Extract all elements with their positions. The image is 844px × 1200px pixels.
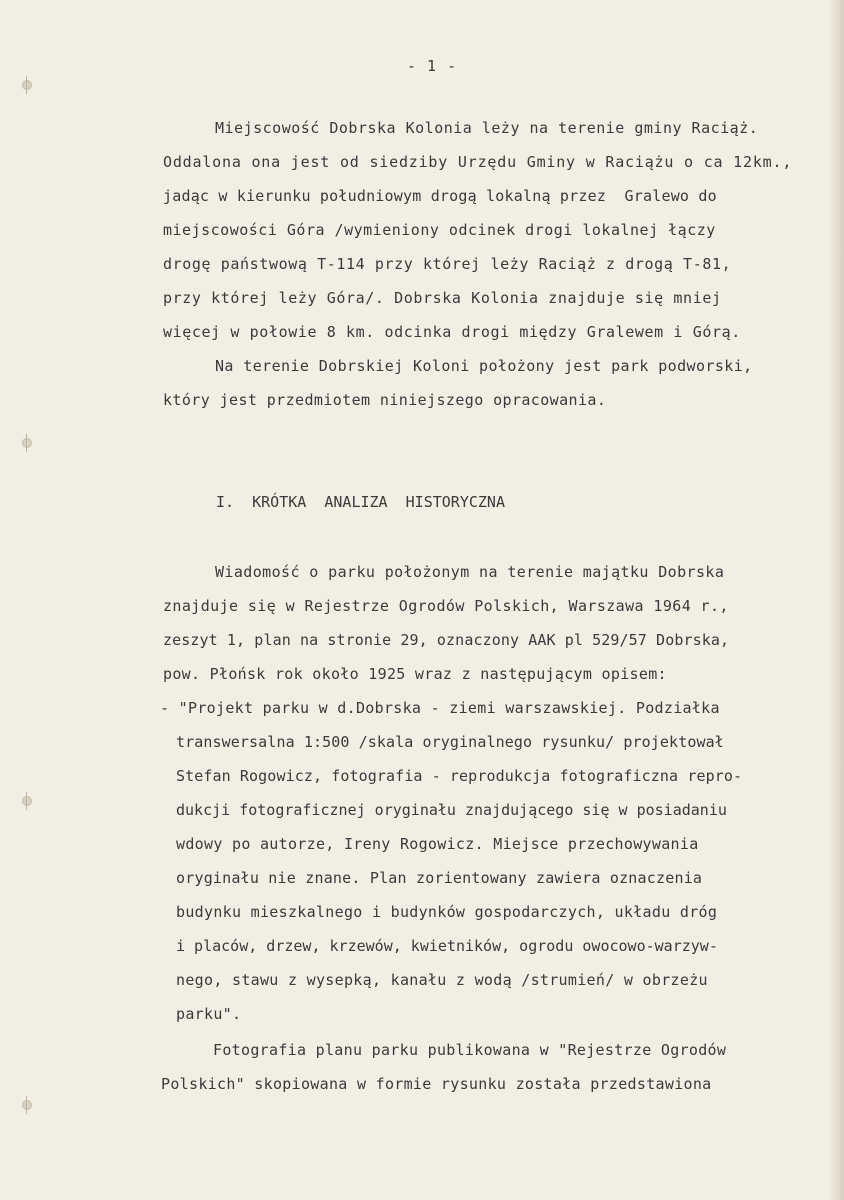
body-line: wdowy po autorze, Ireny Rogowicz. Miejsce przechowywania xyxy=(176,835,699,853)
body-line: Fotografia planu parku publikowana w "Rejestrze Ogrodów xyxy=(213,1041,727,1059)
intro-line: Miejscowość Dobrska Kolonia leży na terenie gminy Raciąż. xyxy=(215,119,759,137)
body-line: Polskich" skopiowana w formie rysunku została przedstawiona xyxy=(161,1075,712,1093)
body-line: transwersalna 1:500 /skala oryginalnego rysunku/ projektował xyxy=(176,733,724,751)
body-line: pow. Płońsk rok około 1925 wraz z następującym opisem: xyxy=(163,665,667,683)
body-line: nego, stawu z wysepką, kanału z wodą /strumień/ w obrzeżu xyxy=(176,971,708,989)
intro-line: miejscowości Góra /wymieniony odcinek drogi lokalnej łączy xyxy=(163,221,716,239)
body-line: i placów, drzew, krzewów, kwietników, ogrodu owocowo-warzyw- xyxy=(176,937,718,955)
section-heading: I. KRÓTKA ANALIZA HISTORYCZNA xyxy=(216,493,505,511)
body-line: - "Projekt parku w d.Dobrska - ziemi warszawskiej. Podziałka xyxy=(160,699,720,717)
body-line: budynku mieszkalnego i budynków gospodarczych, układu dróg xyxy=(176,903,718,921)
body-line: dukcji fotograficznej oryginału znajdującego się w posiadaniu xyxy=(176,801,727,819)
punch-hole-top xyxy=(22,80,32,90)
intro-line: Na terenie Dobrskiej Koloni położony jest park podworski, xyxy=(215,357,753,375)
intro-line: więcej w połowie 8 km. odcinka drogi między Gralewem i Górą. xyxy=(163,323,741,341)
body-line: Stefan Rogowicz, fotografia - reprodukcja fotograficzna repro- xyxy=(176,767,743,785)
body-line: Wiadomość o parku położonym na terenie majątku Dobrska xyxy=(215,563,725,581)
page-edge-shadow xyxy=(828,0,844,1200)
punch-hole-upper xyxy=(22,438,32,448)
intro-line: Oddalona ona jest od siedziby Urzędu Gminy w Raciążu o ca 12km., xyxy=(163,153,793,171)
intro-line: jadąc w kierunku południowym drogą lokalną przez Gralewo do xyxy=(163,187,717,205)
body-line: oryginału nie znane. Plan zorientowany zawiera oznaczenia xyxy=(176,869,703,887)
body-line: zeszyt 1, plan na stronie 29, oznaczony AAK pl 529/57 Dobrska, xyxy=(163,631,730,649)
punch-hole-bottom xyxy=(22,1100,32,1110)
body-line: parku". xyxy=(176,1005,242,1023)
punch-hole-middle xyxy=(22,796,32,806)
intro-line: który jest przedmiotem niniejszego opracowania. xyxy=(163,391,607,409)
intro-line: drogę państwową T-114 przy której leży Raciąż z drogą T-81, xyxy=(163,255,732,273)
intro-line: przy której leży Góra/. Dobrska Kolonia znajduje się mniej xyxy=(163,289,722,307)
page-number: - 1 - xyxy=(407,57,458,75)
body-line: znajduje się w Rejestrze Ogrodów Polskich, Warszawa 1964 r., xyxy=(163,597,729,615)
